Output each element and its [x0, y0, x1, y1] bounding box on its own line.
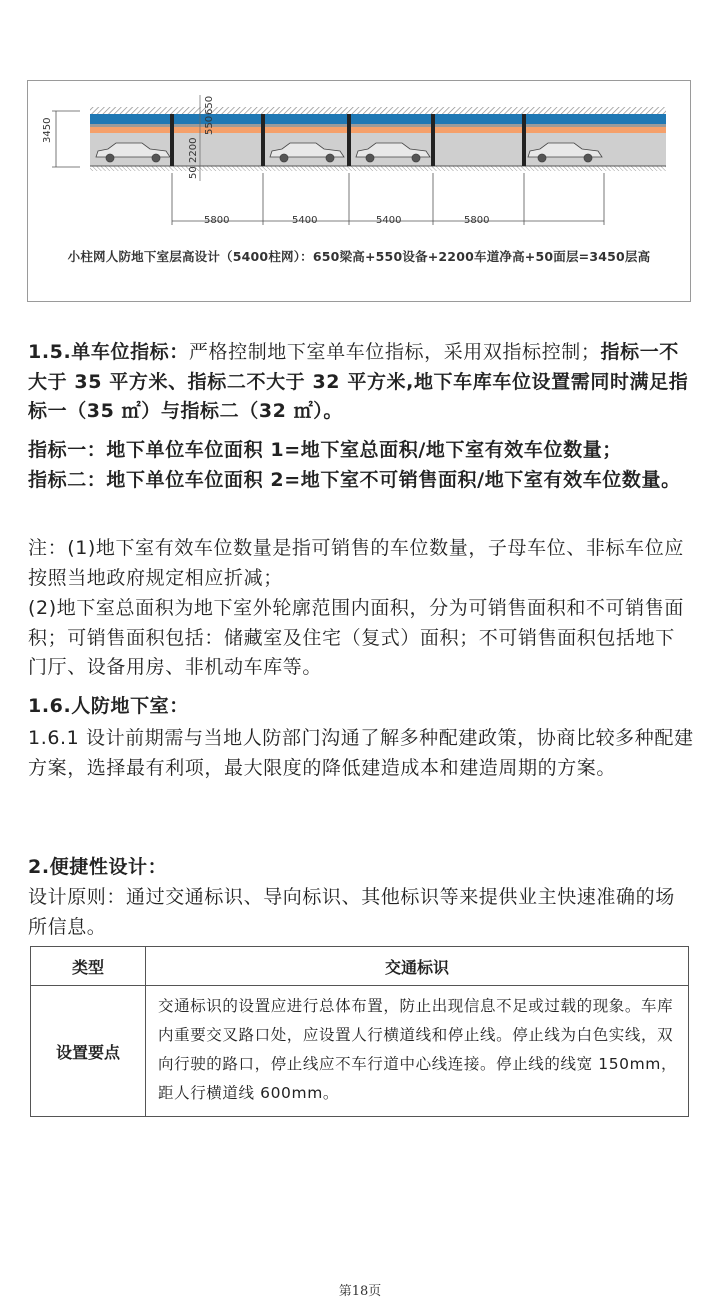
table-row	[31, 986, 689, 1117]
clearance-label: 2200	[188, 137, 199, 163]
table-row-text: 交通标识的设置应进行总体布置，防止出现信息不足或过载的现象。车库内重要交叉路口处，应设置人行横道线和停止线。停止线为白色实线，双向行驶的路口，停止线应不车行道中心线连接。停止线的线宽 150mm，距人行横道线 600mm。	[146, 986, 689, 1117]
height-dimension	[52, 111, 80, 167]
section-1-6-1: 1.6.1 设计前期需与当地人防部门沟通了解多种配建政策，协商比较多种配建方案，选择最有利项，最大限度的降低建造成本和建造周期的方案。	[28, 727, 694, 779]
equipment-band	[90, 127, 666, 133]
floor-slab	[90, 166, 666, 171]
figure-caption: 小柱网人防地下室层高设计（5400柱网）：650梁高+550设备+2200车道净高+50面层=3450层高	[67, 249, 651, 264]
traffic-sign-table	[30, 946, 689, 1117]
beam-gap	[90, 124, 666, 127]
indicator-2: 指标二：地下单位车位面积 2=地下室不可销售面积/地下室有效车位数量。	[28, 469, 681, 491]
table-row-label: 设置要点	[31, 986, 146, 1117]
note-2: (2)地下室总面积为地下室外轮廓范围内面积，分为可销售面积和不可销售面积；可销售面积包括：储藏室及住宅（复式）面积；不可销售面积包括地下门厅、设备用房、非机动车库等。	[28, 597, 684, 679]
section-1-5-intro-text: 严格控制地下室单车位指标，采用双指标控制；	[188, 341, 601, 363]
design-principle: 设计原则：通过交通标识、导向标识、其他标识等来提供业主快速准确的场所信息。	[28, 886, 675, 938]
height-label: 3450	[42, 117, 53, 143]
span-label: 5800	[204, 215, 230, 226]
section-diagram-frame	[27, 80, 691, 302]
column	[431, 114, 435, 166]
page-number: 第18页	[338, 1284, 382, 1299]
column	[522, 114, 526, 166]
basement-section-diagram	[28, 81, 690, 301]
equipment-label: 550	[204, 115, 215, 135]
section-2-title: 2.便捷性设计：	[28, 856, 168, 878]
section-1-5-intro-bold: 指标一不大于 35 平方米、指标二不大于 32 平方米,地下车库车位设置需同时满足指标一（35 ㎡）与指标二（32 ㎡）。	[28, 341, 689, 423]
note-1: 注：(1)地下室有效车位数量是指可销售的车位数量，子母车位、非标车位应按照当地政府规定相应折减；	[28, 537, 684, 589]
span-label: 5400	[292, 215, 318, 226]
beam-label: 650	[204, 95, 215, 115]
section-1-6-title: 1.6.人防地下室：	[28, 695, 189, 717]
span-label: 5400	[376, 215, 402, 226]
table-header-row	[31, 947, 689, 986]
span-label: 5800	[464, 215, 490, 226]
top-slab	[90, 107, 666, 114]
section-1-5-intro	[28, 338, 694, 427]
table-header-value: 交通标识	[146, 947, 689, 986]
column	[261, 114, 265, 166]
indicator-1: 指标一：地下单位车位面积 1=地下室总面积/地下室有效车位数量；	[28, 439, 622, 461]
column	[170, 114, 174, 166]
column	[347, 114, 351, 166]
section-1-5-title: 1.5.单车位指标：	[28, 341, 189, 363]
table-header-type: 类型	[31, 947, 146, 986]
beam-band	[90, 114, 666, 124]
surface-label: 50	[188, 166, 199, 179]
